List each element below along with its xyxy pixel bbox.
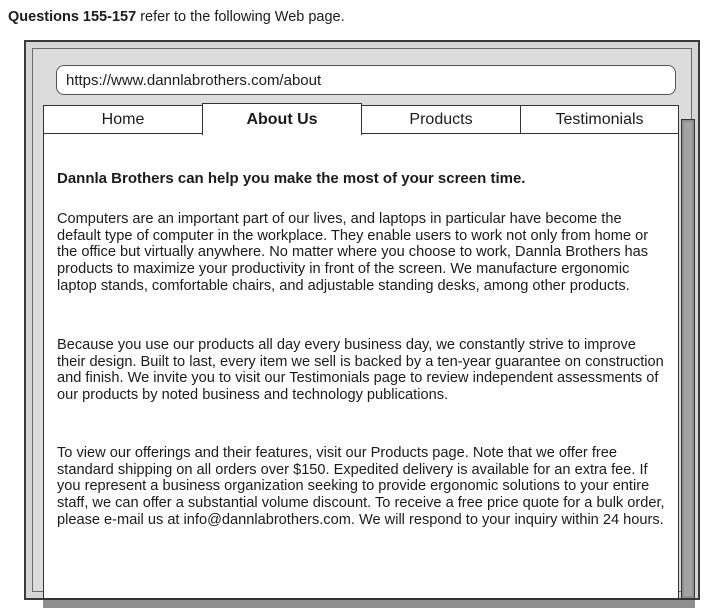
tab-testimonials[interactable]: Testimonials: [520, 105, 679, 133]
page-content: [43, 133, 679, 599]
question-header: [8, 9, 345, 25]
question-text: refer to the following Web page.: [140, 9, 345, 25]
nav-tabs: [43, 103, 679, 133]
page-headline: Dannla Brothers can help you make the most of your screen time.: [57, 170, 526, 187]
tab-about-us[interactable]: About Us: [202, 103, 362, 135]
vertical-scrollbar[interactable]: [681, 119, 695, 599]
tab-home[interactable]: Home: [43, 105, 203, 133]
tab-products[interactable]: Products: [361, 105, 521, 133]
horizontal-scrollbar[interactable]: [43, 599, 695, 608]
paragraph-2: Because you use our products all day every business day, we constantly strive to improve their design. Built to last, every item we sell is backed by a ten-year guarantee on construction and finish. We invite you to visit our Testimonials page to review independent assessments of our products by noted business and technology publications.: [57, 337, 664, 404]
scrollbar-track[interactable]: [684, 122, 692, 596]
paragraph-3: To view our offerings and their features, visit our Products page. Note that we offer free standard shipping on all orders over $150. Expedited delivery is available for an extra fee. If you represent a business organization seeking to provide ergonomic solutions to your entire staff, we can offer a substantial volume discount. To receive a free price quote for a bulk order, please e-mail us at info@dannlabrothers.com. We will respond to your inquiry within 24 hours.: [57, 445, 665, 528]
address-bar[interactable]: https://www.dannlabrothers.com/about: [56, 65, 676, 95]
browser-chrome: [32, 48, 692, 592]
paragraph-1: Computers are an important part of our lives, and laptops in particular have become the default type of computer in the workplace. They enable users to work not only from home or the office but virtually anywhere. No matter where you choose to work, Dannla Brothers has products to maximize your productivity in front of the screen. We manufacture ergonomic laptop stands, comfortable chairs, and adjustable standing desks, among other products.: [57, 211, 649, 294]
question-label: Questions 155-157: [8, 9, 137, 25]
browser-window: [24, 40, 700, 600]
